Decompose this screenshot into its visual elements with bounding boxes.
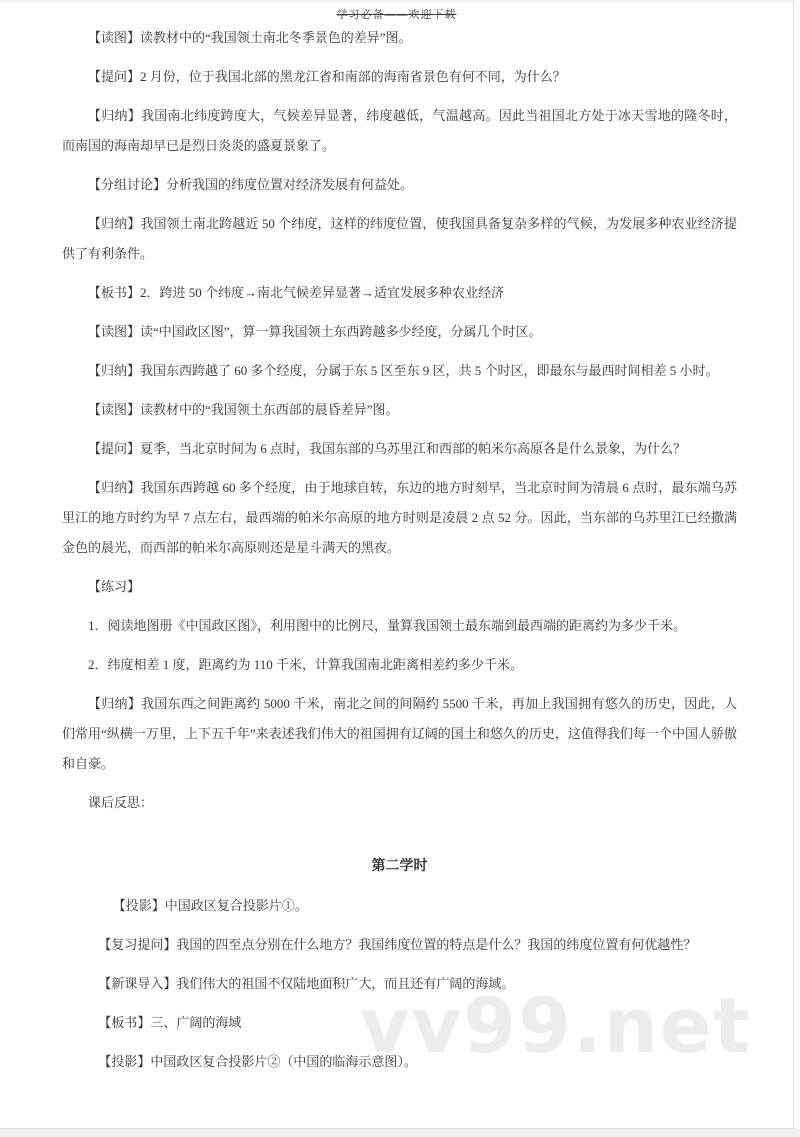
paragraph-exercise-title: 【练习】 — [88, 579, 141, 594]
paragraph-question: 【提问】夏季，当北京时间为 6 点时，我国东部的乌苏里江和西部的帕米尔高原各是什么景象，为什么？ — [88, 441, 687, 456]
paragraph-summary: 【归纳】我国南北纬度跨度大，气候差异显著，纬度越低，气温越高。因此当祖国北方处于冰天雪地的隆冬时，而南国的海南却早已是烈日炎炎的盛夏景象了。 — [62, 108, 737, 153]
paragraph-board: 【板书】2．跨进 50 个纬度→南北气候差异显著→适宜发展多种农业经济 — [88, 285, 505, 300]
page-header-note: 学习必备——欢迎下载 — [336, 9, 457, 21]
paragraph-discussion: 【分组讨论】分析我国的纬度位置对经济发展有何益处。 — [88, 177, 414, 192]
paragraph-projection: 【投影】中国政区复合投影片②（中国的临海示意图）。 — [98, 1054, 417, 1069]
document-content — [0, 23, 793, 1077]
reflection-note: 课后反思： — [88, 795, 154, 810]
paragraph-summary: 【归纳】我国东西之间距离约 5000 千米，南北之间的间隔约 5500 千米，再加上我国拥有悠久的历史，因此，人们常用“纵横一万里，上下五千年”来表述我们伟大的祖国拥有辽阔的国土和悠久的历史，这值得我们每一个中国人骄傲和自豪。 — [62, 696, 737, 771]
paragraph-reading: 【读图】读教材中的“我国领土东西部的晨昏差异”图。 — [88, 402, 399, 417]
paragraph-summary: 【归纳】我国东西跨越了 60 多个经度，分属于东 5 区至东 9 区，共 5 个时区，即最东与最西时间相差 5 小时。 — [88, 363, 719, 378]
paragraph-projection: 【投影】中国政区复合投影片①。 — [112, 898, 308, 913]
paragraph-reading: 【读图】读“中国政区图”，算一算我国领土东西跨越多少经度，分属几个时区。 — [88, 324, 542, 339]
page-bottom-edge — [0, 1129, 800, 1137]
paragraph-summary: 【归纳】我国东西跨越 60 多个经度，由于地球自转，东边的地方时刻早，当北京时间为清晨 6 点时，最东端乌苏里江的地方时约为早 7 点左右，最西端的帕米尔高原的地方时则是凌晨 2 点 52 分。因此，当东部的乌苏里江已经撒满金色的晨光，而西部的帕米尔高原则还是星斗满天的黑夜。 — [62, 480, 737, 555]
exercise-item: 2．纬度相差 1 度，距离约为 110 千米，计算我国南北距离相差约多少千米。 — [88, 657, 524, 672]
exercise-item: 1．阅读地图册《中国政区图》，利用图中的比例尺，量算我国领土最东端到最西端的距离约为多少千米。 — [88, 618, 687, 633]
paragraph-board: 【板书】三、广阔的海域 — [98, 1015, 242, 1030]
paragraph-reading: 【读图】读教材中的“我国领土南北冬季景色的差异”图。 — [88, 30, 412, 45]
paragraph-review-question: 【复习提问】我国的四至点分别在什么地方？我国纬度位置的特点是什么？我国的纬度位置有何优越性？ — [98, 937, 697, 952]
section-heading: 第二学时 — [371, 859, 428, 874]
site-watermark: vv99.net — [360, 981, 752, 1070]
paragraph-lesson-intro: 【新课导入】我们伟大的祖国不仅陆地面积广大，而且还有广阔的海域。 — [98, 976, 515, 991]
paragraph-summary: 【归纳】我国领土南北跨越近 50 个纬度，这样的纬度位置，使我国具备复杂多样的气候，为发展多种农业经济提供了有利条件。 — [62, 216, 737, 261]
paragraph-question: 【提问】2 月份，位于我国北部的黑龙江省和南部的海南省景色有何不同，为什么？ — [88, 69, 566, 84]
